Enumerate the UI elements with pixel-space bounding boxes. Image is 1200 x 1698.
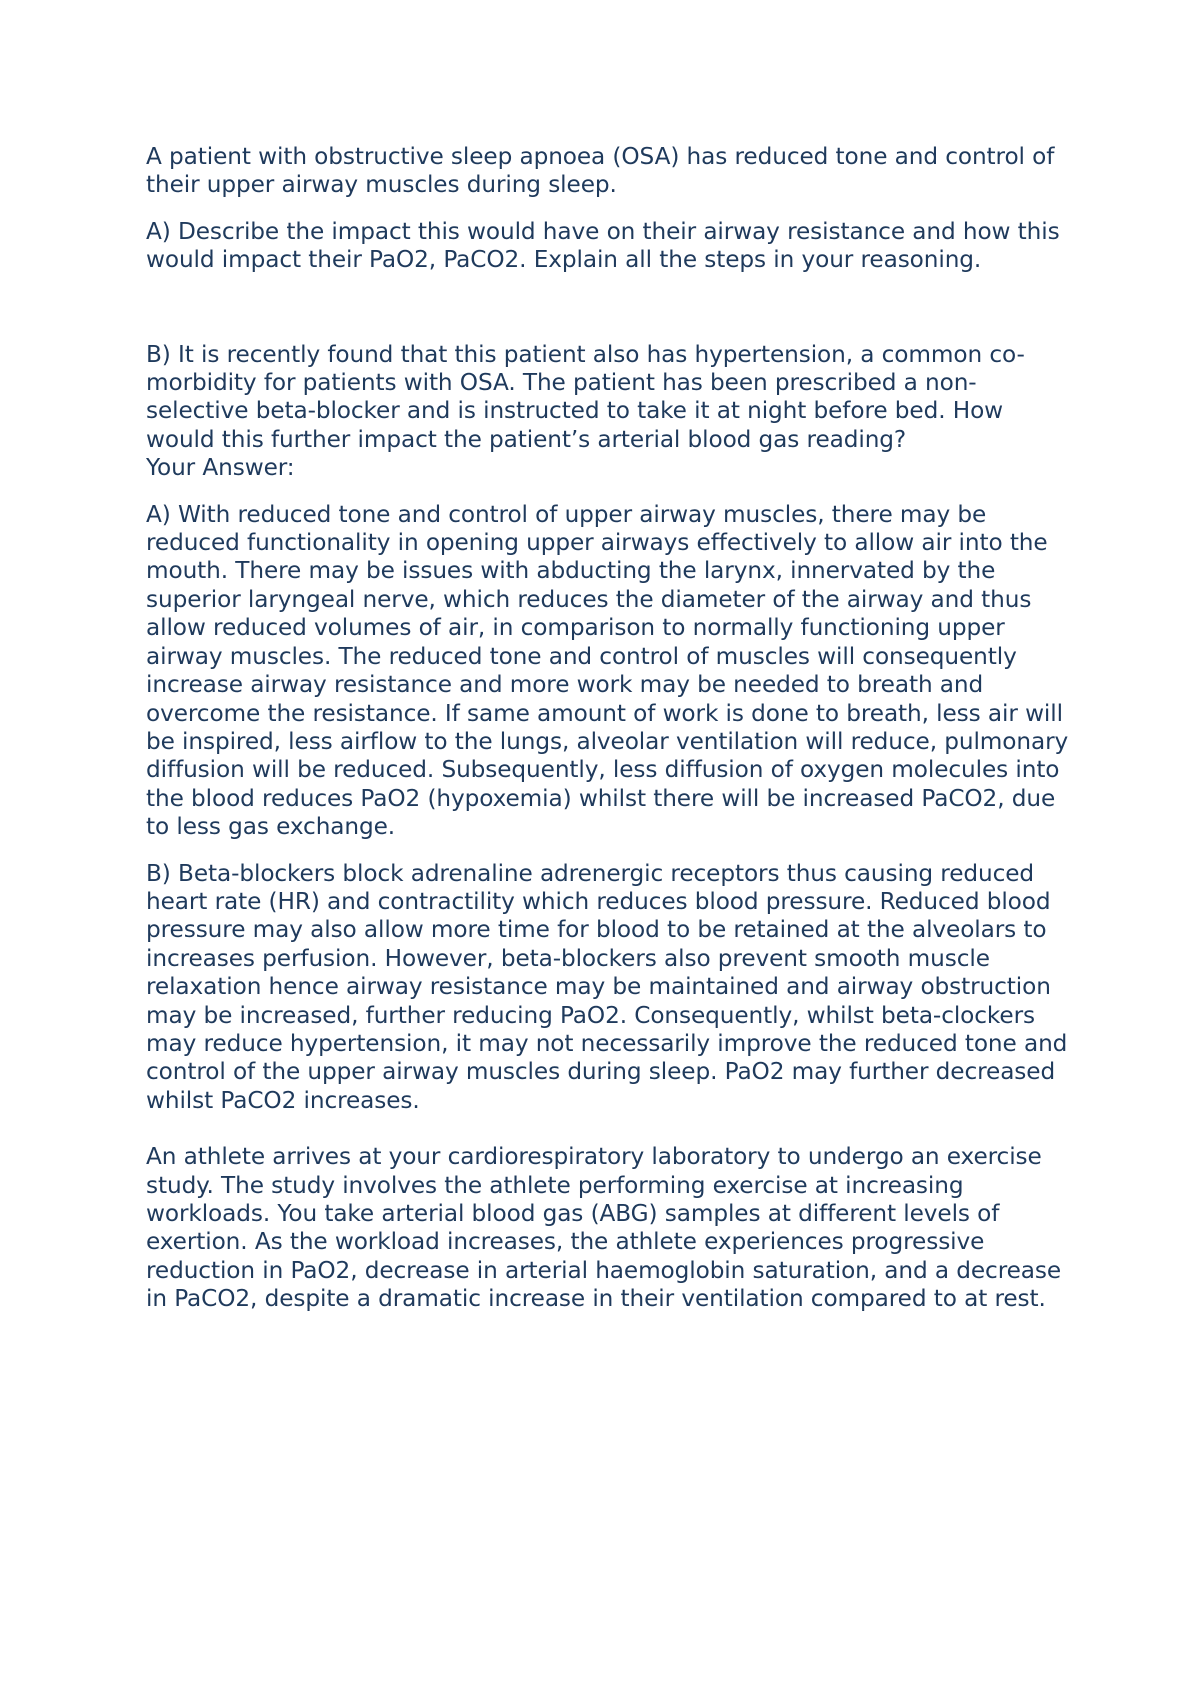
answer-heading: Your Answer: <box>146 454 295 482</box>
answer-a-paragraph: A) With reduced tone and control of upper airway muscles, there may be reduced functionality in opening upper airways effectively to allow air into the mouth. There may be issues with abducting the larynx, innervated by the superior laryngeal nerve, which reduces the diameter of the airway and thus allow reduced volumes of air, in comparison to normally functioning upper airway muscles. The reduced tone and control of muscles will consequently increase airway resistance and more work may be needed to breath and overcome the resistance. If same amount of work is done to breath, less air will be inspired, less airflow to the lungs, alveolar ventilation will reduce, pulmonary diffusion will be reduced. Subsequently, less diffusion of oxygen molecules into the blood reduces PaO2 (hypoxemia) whilst there will be increased PaCO2, due to less gas exchange. <box>146 500 1069 841</box>
athlete-case-paragraph: An athlete arrives at your cardiorespiratory laboratory to undergo an exercise study. The study involves the athlete performing exercise at increasing workloads. You take arterial blood gas (ABG) samples at different levels of exertion. As the workload increases, the athlete experiences progressive reduction in PaO2, decrease in arterial haemoglobin saturation, and a decrease in PaCO2, despite a dramatic increase in their ventilation compared to at rest. <box>146 1143 1062 1313</box>
document-body <box>146 143 1076 1332</box>
intro-paragraph: A patient with obstructive sleep apnoea (OSA) has reduced tone and control of their upper airway muscles during sleep. <box>146 143 1055 199</box>
question-a-paragraph: A) Describe the impact this would have on their airway resistance and how this would impact their PaO2, PaCO2. Explain all the steps in your reasoning. <box>146 217 1060 274</box>
question-b-paragraph: B) It is recently found that this patient also has hypertension, a common co-morbidity for patients with OSA. The patient has been prescribed a non-selective beta-blocker and is instructed to take it at night before bed. How would this further impact the patient’s arterial blood gas reading? <box>146 340 1025 453</box>
answer-b-paragraph: B) Beta-blockers block adrenaline adrenergic receptors thus causing reduced heart rate (HR) and contractility which reduces blood pressure. Reduced blood pressure may also allow more time for blood to be retained at the alveolars to increases perfusion. However, beta-blockers also prevent smooth muscle relaxation hence airway resistance may be maintained and airway obstruction may be increased, further reducing PaO2. Consequently, whilst beta-clockers may reduce hypertension, it may not necessarily improve the reduced tone and control of the upper airway muscles during sleep. PaO2 may further decreased whilst PaCO2 increases. <box>146 859 1068 1114</box>
